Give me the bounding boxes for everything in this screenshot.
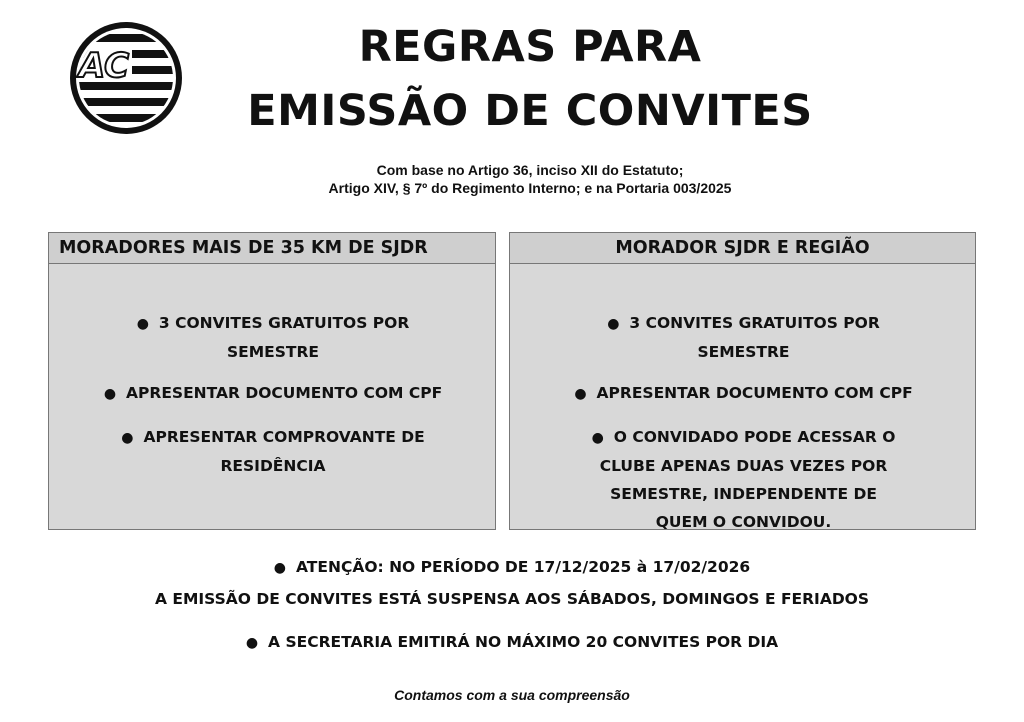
list-item-text: APRESENTAR DOCUMENTO COM CPF bbox=[126, 384, 443, 402]
list-item bbox=[510, 379, 977, 408]
bullet-icon: ● bbox=[591, 430, 604, 446]
bullet-icon: ● bbox=[136, 316, 149, 332]
list-item bbox=[49, 423, 497, 480]
bullet-icon: ● bbox=[121, 430, 134, 446]
panel-local-residents-title: MORADOR SJDR E REGIÃO bbox=[510, 233, 975, 264]
list-item bbox=[49, 309, 497, 366]
list-item-text: 3 CONVITES GRATUITOS POR bbox=[629, 314, 880, 332]
attention-notice bbox=[0, 557, 1024, 578]
bullet-icon: ● bbox=[103, 386, 117, 402]
page-title-line2: EMISSÃO DE CONVITES bbox=[247, 86, 813, 136]
list-item-text: SEMESTRE bbox=[226, 343, 320, 361]
logo-monogram: AC bbox=[78, 46, 130, 86]
daily-limit-text: A SECRETARIA EMITIRÁ NO MÁXIMO 20 CONVITES POR DIA bbox=[268, 633, 779, 651]
bullet-icon: ● bbox=[273, 560, 287, 576]
legal-basis-line1: Com base no Artigo 36, inciso XII do Estatuto; bbox=[376, 162, 684, 178]
bullet-icon: ● bbox=[574, 386, 587, 402]
list-item-text: O CONVIDADO PODE ACESSAR O bbox=[613, 428, 896, 446]
list-item-text: APRESENTAR DOCUMENTO COM CPF bbox=[596, 384, 913, 402]
club-logo bbox=[68, 20, 184, 136]
page-title-line1: REGRAS PARA bbox=[358, 22, 702, 72]
daily-limit-notice bbox=[0, 632, 1024, 653]
panel-far-residents-title: MORADORES MAIS DE 35 KM DE SJDR bbox=[49, 233, 495, 264]
list-item-text: 3 CONVITES GRATUITOS POR bbox=[158, 314, 410, 332]
attention-notice-line2: A EMISSÃO DE CONVITES ESTÁ SUSPENSA AOS SÁBADOS, DOMINGOS E FERIADOS bbox=[154, 590, 870, 608]
panel-far-residents bbox=[48, 232, 496, 530]
legal-basis-line2: Artigo XIV, § 7º do Regimento Interno; e na Portaria 003/2025 bbox=[328, 180, 732, 196]
list-item bbox=[510, 309, 977, 366]
list-item-text: SEMESTRE, INDEPENDENTE DE bbox=[610, 485, 877, 503]
list-item bbox=[49, 379, 497, 408]
bullet-icon: ● bbox=[245, 635, 259, 651]
list-item-text: CLUBE APENAS DUAS VEZES POR bbox=[599, 457, 888, 475]
panel-local-residents bbox=[509, 232, 976, 530]
list-item bbox=[510, 423, 977, 536]
list-item-text: SEMESTRE bbox=[697, 343, 790, 361]
list-item-text: QUEM O CONVIDOU. bbox=[655, 513, 832, 531]
list-item-text: RESIDÊNCIA bbox=[220, 457, 326, 475]
list-item-text: APRESENTAR COMPROVANTE DE bbox=[143, 428, 425, 446]
closing-note: Contamos com a sua compreensão bbox=[394, 687, 630, 703]
attention-notice-line1: ATENÇÃO: NO PERÍODO DE 17/12/2025 à 17/02/2026 bbox=[296, 558, 751, 576]
bullet-icon: ● bbox=[607, 316, 620, 332]
legal-basis bbox=[200, 161, 860, 197]
